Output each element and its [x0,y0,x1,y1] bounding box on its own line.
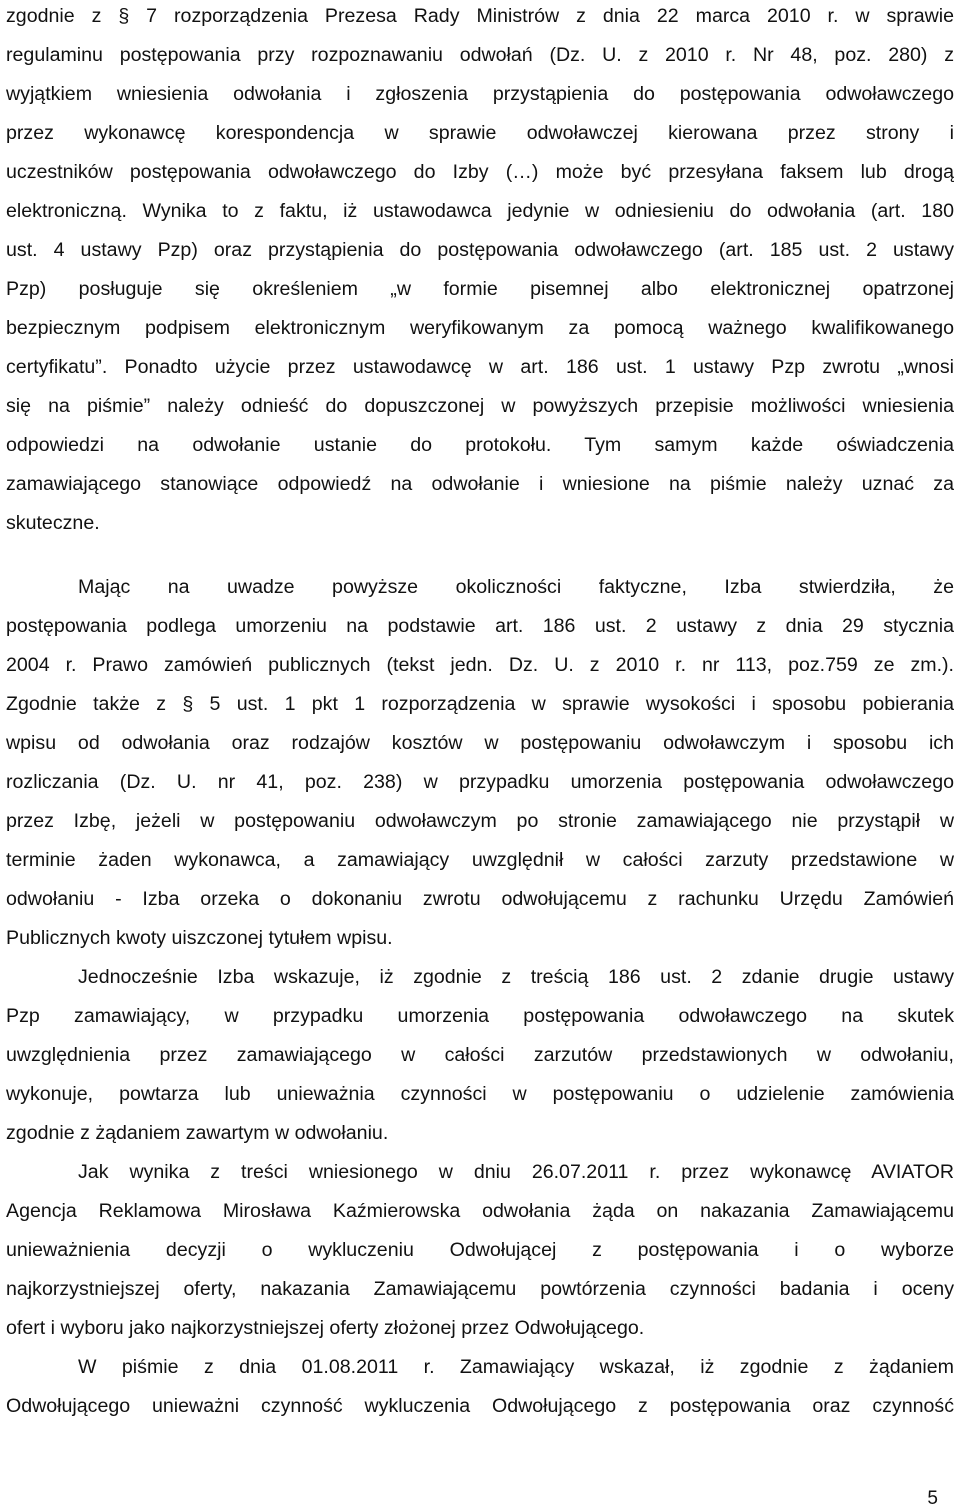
text-line: ofert i wyboru jako najkorzystniejszej oferty złożonej przez Odwołującego. [6,1317,645,1339]
text-line: się na piśmie” należy odnieść do dopuszczonej w powyższych przepisie możliwości wniesienia [6,395,954,417]
paragraph-first-line: W piśmie z dnia 01.08.2011 r. Zamawiający wskazał, iż zgodnie z żądaniem [78,1356,954,1378]
text-line: skuteczne. [6,512,100,534]
text-line: Zgodnie także z § 5 ust. 1 pkt 1 rozporządzenia w sprawie wysokości i sposobu pobierania [6,693,954,715]
text-line: uczestników postępowania odwoławczego do Izby (…) może być przesyłana faksem lub drogą [6,161,954,183]
text-line: regulaminu postępowania przy rozpoznawaniu odwołań (Dz. U. z 2010 r. Nr 48, poz. 280) z [6,44,954,66]
text-line: odwołaniu - Izba orzeka o dokonaniu zwrotu odwołującemu z rachunku Urzędu Zamówień [6,888,954,910]
text-line: Pzp) posługuje się określeniem „w formie pisemnej albo elektronicznej opatrzonej [6,278,954,300]
text-line: wykonuje, powtarza lub unieważnia czynności w postępowaniu o udzielenie zamówienia [6,1083,954,1105]
text-line: elektroniczną. Wynika to z faktu, iż ustawodawca jedynie w odniesieniu do odwołania (art. 180 [6,200,954,222]
paragraph-first-line: Mając na uwadze powyższe okoliczności faktyczne, Izba stwierdziła, że [78,576,954,598]
text-line: 2004 r. Prawo zamówień publicznych (tekst jedn. Dz. U. z 2010 r. nr 113, poz.759 ze zm.). [6,654,954,676]
text-line: zgodnie z żądaniem zawartym w odwołaniu. [6,1122,389,1144]
text-line: przez Izbę, jeżeli w postępowaniu odwoławczym po stronie zamawiającego nie przystąpił w [6,810,954,832]
text-line: zgodnie z § 7 rozporządzenia Prezesa Rady Ministrów z dnia 22 marca 2010 r. w sprawie [6,5,954,27]
paragraph-first-line: Jak wynika z treści wniesionego w dniu 26.07.2011 r. przez wykonawcę AVIATOR [78,1161,954,1183]
text-line: zamawiającego stanowiące odpowiedź na odwołanie i wniesione na piśmie należy uznać za [6,473,954,495]
text-line: certyfikatu”. Ponadto użycie przez ustawodawcę w art. 186 ust. 1 ustawy Pzp zwrotu „wnosi [6,356,954,378]
page-number: 5 [927,1488,938,1509]
text-line: uwzględnienia przez zamawiającego w całości zarzutów przedstawionych w odwołaniu, [6,1044,954,1066]
text-line: rozliczania (Dz. U. nr 41, poz. 238) w przypadku umorzenia postępowania odwoławczego [6,771,954,793]
text-line: ust. 4 ustawy Pzp) oraz przystąpienia do postępowania odwoławczego (art. 185 ust. 2 ustawy [6,239,954,261]
text-line: bezpiecznym podpisem elektronicznym weryfikowanym za pomocą ważnego kwalifikowanego [6,317,954,339]
text-line: Pzp zamawiający, w przypadku umorzenia postępowania odwoławczego na skutek [6,1005,954,1027]
text-line: terminie żaden wykonawca, a zamawiający uwzględnił w całości zarzuty przedstawione w [6,849,954,871]
text-line: wyjątkiem wniesienia odwołania i zgłoszenia przystąpienia do postępowania odwoławczego [6,83,954,105]
text-line: postępowania podlega umorzeniu na podstawie art. 186 ust. 2 ustawy z dnia 29 stycznia [6,615,954,637]
text-line: unieważnienia decyzji o wykluczeniu Odwołującej z postępowania i o wyborze [6,1239,954,1261]
text-line: Odwołującego unieważni czynność wykluczenia Odwołującego z postępowania oraz czynność [6,1395,954,1417]
text-line: najkorzystniejszej oferty, nakazania Zamawiającemu powtórzenia czynności badania i oceny [6,1278,954,1300]
text-line: Agencja Reklamowa Mirosława Kaźmierowska odwołania żąda on nakazania Zamawiającemu [6,1200,954,1222]
text-line: odpowiedzi na odwołanie ustanie do protokołu. Tym samym każde oświadczenia [6,434,954,456]
text-line: przez wykonawcę korespondencja w sprawie odwoławczej kierowana przez strony i [6,122,954,144]
paragraph-first-line: Jednocześnie Izba wskazuje, iż zgodnie z treścią 186 ust. 2 zdanie drugie ustawy [78,966,954,988]
text-line: Publicznych kwoty uiszczonej tytułem wpisu. [6,927,393,949]
text-line: wpisu od odwołania oraz rodzajów kosztów w postępowaniu odwoławczym i sposobu ich [6,732,954,754]
